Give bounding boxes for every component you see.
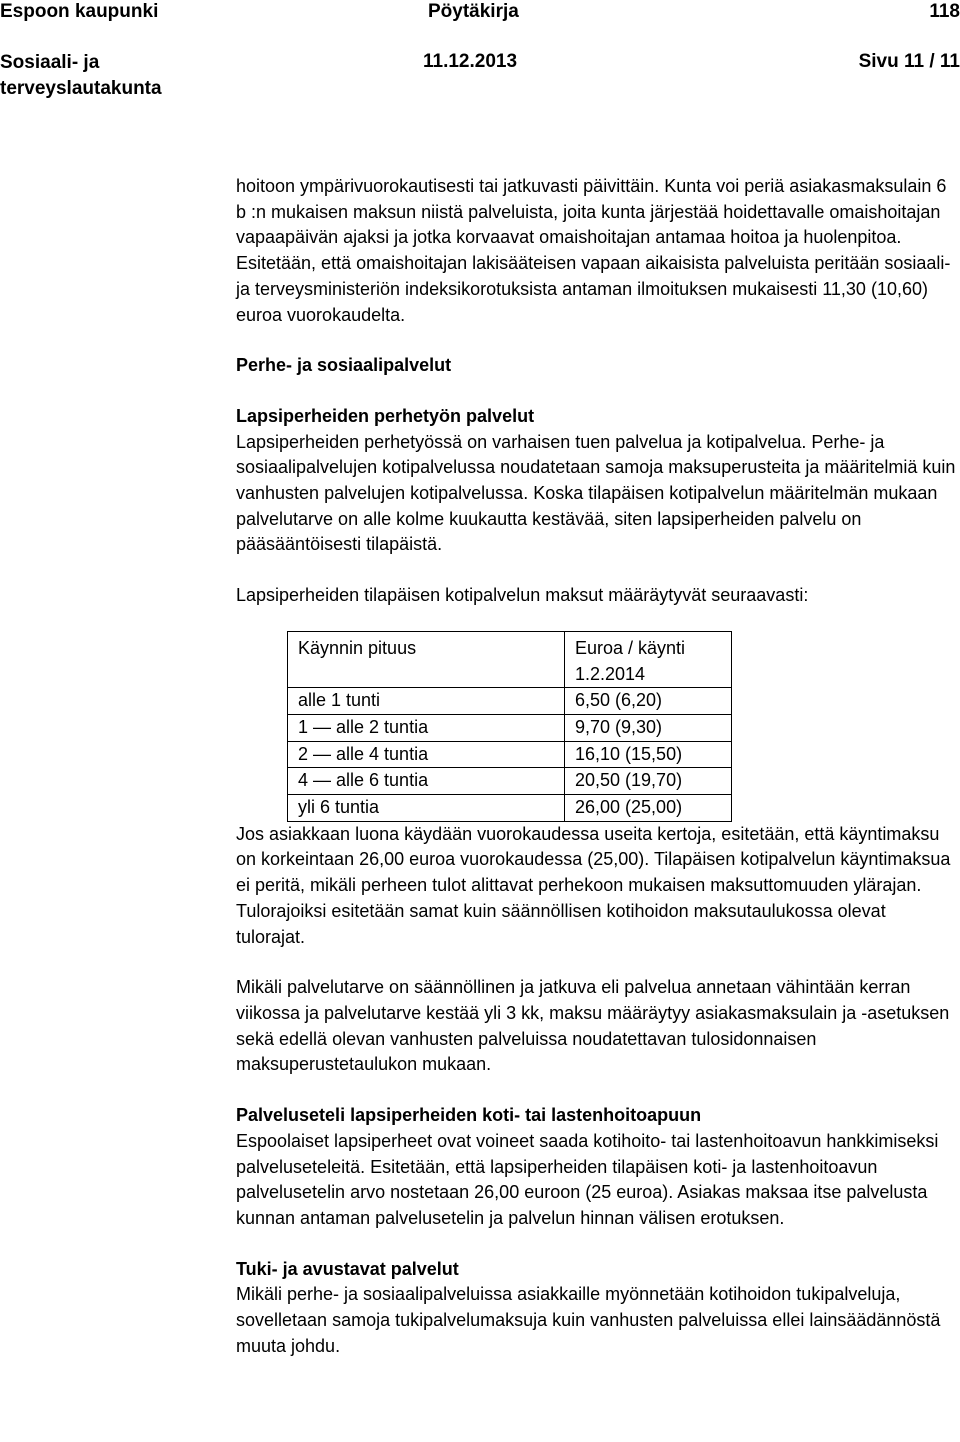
intro-paragraph: hoitoon ympärivuorokautisesti tai jatkuvasti päivittäin. Kunta voi periä asiakasmaksulain 6 b :n mukaisen maksun niistä palveluista, joita kunta järjestää hoidettavalle omaishoitajan vapaapäivän ajaksi ja jotka korvaavat omaishoitajan antamaa hoitoa ja huolenpitoa. Esitetään, että omaishoitajan lakisääteisen vapaan aikaisista palveluista peritään sosiaali- ja terveysministeriön indeksikorotuksista antaman ilmoituksen mukaisesti 11,30 (10,60) euroa vuorokaudelta.: [236, 176, 951, 325]
duration-cell: 4 — alle 6 tuntia: [288, 768, 565, 795]
table-row: [288, 768, 732, 795]
paragraph-family-work: Lapsiperheiden perhetyössä on varhaisen tuen palvelua ja kotipalvelua. Perhe- ja sosiaalipalvelujen kotipalvelussa noudatetaan samoja maksuperusteita ja määritelmiä kuin vanhusten palvelujen kotipalvelussa. Koska tilapäisen kotipalvelun määritelmän mukaan palvelutarve on alle kolme kuukautta kestävää, siten lapsiperheiden palvelu on pääsääntöisesti tilapäistä.: [236, 431, 956, 555]
section-number: 118: [929, 1, 960, 22]
subheading-service-voucher: Palveluseteli lapsiperheiden koti- tai lastenhoitoapuun: [236, 1105, 702, 1126]
duration-cell: 1 — alle 2 tuntia: [288, 714, 565, 741]
duration-cell: 2 — alle 4 tuntia: [288, 741, 565, 768]
paragraph-support-services: Mikäli perhe- ja sosiaalipalveluissa asiakkaille myönnetään kotihoidon tukipalveluja, sovelletaan samoja tukipalvelumaksuja kuin vanhusten palveluissa ellei lainsäädännöstä muuta johdu.: [236, 1284, 941, 1356]
table-row: [288, 795, 732, 822]
paragraph-visit-fee: Jos asiakkaan luona käydään vuorokaudessa useita kertoja, esitetään, että käyntimaksu on korkeintaan 26,00 euroa vuorokaudessa (25,00). Tilapäisen kotipalvelun käyntimaksua ei peritä, mikäli perheen tulot alittavat perhekoon mukaisen maksuttomuuden ylärajan. Tulorajoiksi esitetään samat kuin säännöllisen kotihoidon maksutaulukossa olevat tulorajat.: [236, 823, 951, 947]
fee-table: [287, 631, 732, 822]
fee-table-header: [288, 631, 732, 687]
section-heading: Perhe- ja sosiaalipalvelut: [236, 355, 452, 376]
duration-cell: alle 1 tunti: [288, 688, 565, 715]
meeting-date: 11.12.2013: [423, 51, 518, 72]
document-type: Pöytäkirja: [428, 1, 519, 22]
table-row: [288, 741, 732, 768]
department-name: Sosiaali- ja terveyslautakunta: [0, 52, 162, 99]
table-row: [288, 714, 732, 741]
paragraph-regular-service: Mikäli palvelutarve on säännöllinen ja jatkuva eli palvelua annetaan vähintään kerran viikossa ja palvelutarve kestää yli 3 kk, maksu määräytyy asiakasmaksulain ja -asetuksen sekä edellä olevan vanhusten palveluissa noudatettavan tulosidonnaisen maksuperustetaulukon mukaan.: [236, 977, 950, 1075]
subheading-support-services: Tuki- ja avustavat palvelut: [236, 1258, 459, 1279]
table-row: [288, 688, 732, 715]
price-cell: 6,50 (6,20): [565, 688, 732, 715]
price-cell: 16,10 (15,50): [565, 741, 732, 768]
duration-cell: yli 6 tuntia: [288, 795, 565, 822]
col-price-header: Euroa / käynti 1.2.2014: [565, 631, 732, 687]
price-cell: 9,70 (9,30): [565, 714, 732, 741]
page-number: Sivu 11 / 11: [858, 51, 960, 72]
price-cell: 26,00 (25,00): [565, 795, 732, 822]
table-intro: Lapsiperheiden tilapäisen kotipalvelun maksut määräytyvät seuraavasti:: [236, 585, 809, 606]
document-body: [236, 174, 958, 1359]
col-duration-header: Käynnin pituus: [288, 631, 565, 687]
price-cell: 20,50 (19,70): [565, 768, 732, 795]
paragraph-service-voucher: Espoolaiset lapsiperheet ovat voineet saada kotihoito- tai lastenhoitoavun hankkimiseksi palveluseteleitä. Esitetään, että lapsiperheiden tilapäisen koti- ja lastenhoitoavun palvelusetelin arvo nostetaan 26,00 euroon (25 euroa). Asiakas maksaa itse palvelusta kunnan antaman palvelusetelin ja palvelun hinnan välisen erotuksen.: [236, 1130, 939, 1228]
subheading-family-work: Lapsiperheiden perhetyön palvelut: [236, 405, 535, 426]
organization-name: Espoon kaupunki: [0, 1, 159, 22]
